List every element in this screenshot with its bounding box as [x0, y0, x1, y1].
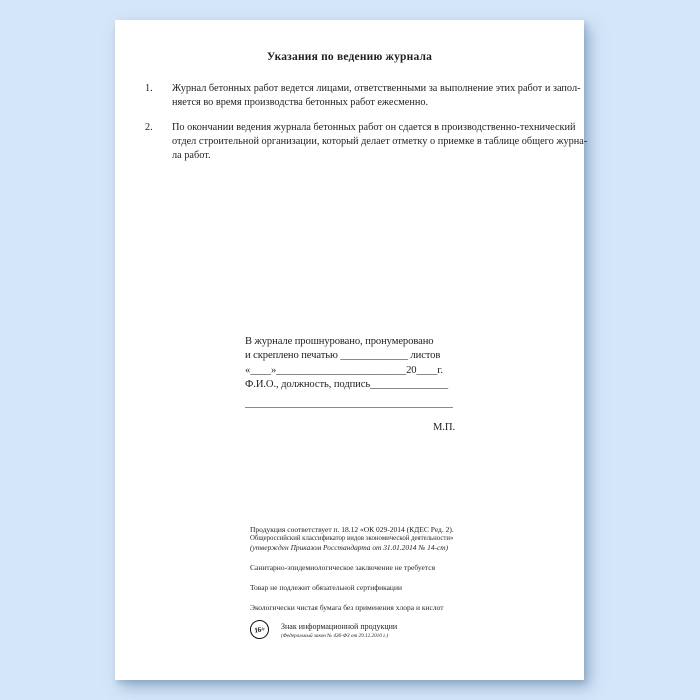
age-16-badge-icon: [249, 619, 270, 640]
item-text: [172, 82, 581, 110]
cert-line-date-blank: «____»_________________________20____г.: [245, 364, 443, 376]
info-sign-law: (Федеральный закон № 436-ФЗ от 29.12.2010 г.): [281, 633, 389, 639]
age-badge-label: 16+: [253, 624, 266, 635]
item-text: [172, 121, 587, 163]
item-text-line: По окончании ведения журнала бетонных работ он сдается в производственно-технический: [172, 122, 576, 133]
info-sign-text: [281, 620, 397, 641]
list-item: [145, 82, 581, 110]
page-title: Указания по ведению журнала: [266, 51, 433, 63]
item-text-line: отдел строительной организации, который делает отметку о приемке в таблице общего журна-: [172, 136, 588, 147]
certification-block: [245, 335, 457, 435]
product-conformity-line: Продукция соответствует п. 18.12 «ОК 029-2014 (КДЕС Ред. 2).: [250, 525, 454, 534]
ecology-note: Экологически чистая бумага без применения хлора и кислот: [250, 603, 444, 612]
document-page: [115, 20, 588, 680]
sanitary-note: Санитарно-эпидемиологическое заключение не требуется: [250, 563, 436, 572]
cert-line-signature-blank: Ф.И.О., должность, подпись_______________: [245, 379, 449, 391]
instruction-list: [145, 82, 588, 174]
cert-line-underline: ________________________________________: [245, 397, 453, 409]
product-classifier-line: Общероссийский классификатор видов экономической деятельности»: [250, 535, 454, 542]
cert-line-sheets-blank: и скреплено печатью _____________ листов: [245, 350, 441, 362]
item-number: 1.: [145, 83, 153, 94]
cert-line: В журнале прошнуровано, пронумеровано: [245, 336, 434, 347]
item-number: 2.: [145, 122, 153, 133]
info-sign-title: Знак информационной продукции: [281, 622, 398, 631]
stamp-mp: М.П.: [433, 422, 455, 434]
item-text-line: няется во время производства бетонных работ ежесменно.: [172, 97, 429, 108]
item-text-line: Журнал бетонных работ ведется лицами, ответственными за выполнение этих работ и запол-: [172, 83, 581, 94]
certification-note: Товар не подлежит обязательной сертификации: [250, 583, 402, 592]
item-text-line: ла работ.: [172, 150, 211, 161]
product-approval-line: (утвержден Приказом Росстандарта от 31.01.2014 № 14-ст): [250, 543, 449, 552]
publisher-footnotes: [250, 525, 480, 641]
age-rating-row: [250, 620, 480, 641]
list-item: [145, 121, 588, 163]
